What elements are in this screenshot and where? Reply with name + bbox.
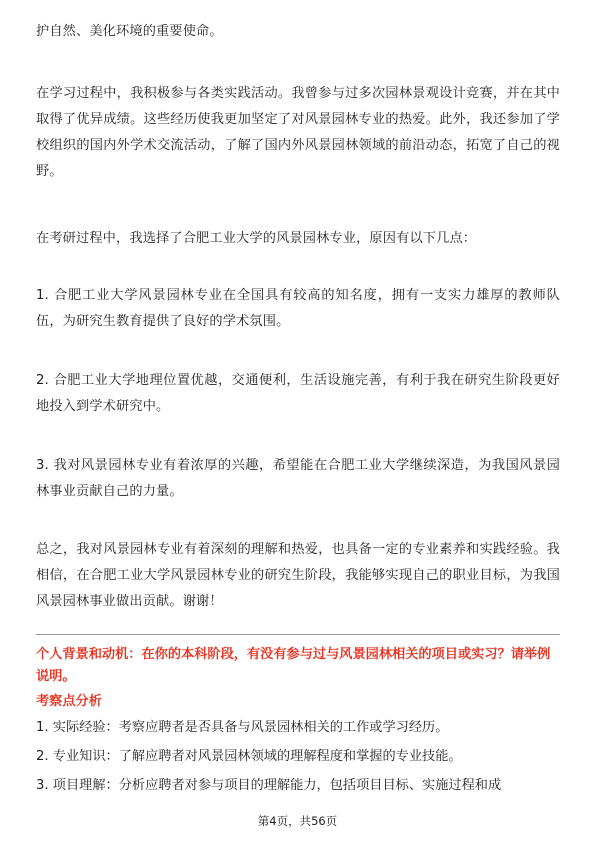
paragraph-practice-activities: 在学习过程中，我积极参与各类实践活动。我曾参与过多次园林景观设计竞赛，并在其中取得了优异成绩。这些经历使我更加坚定了对风景园林专业的热爱。此外，我还参加了学校组织的国内外学术交流活动，了解了国内外风景园林领域的前沿动态，拓宽了自己的视野。 — [36, 86, 560, 179]
paragraph-reason-3: 3. 我对风景园林专业有着浓厚的兴趣，希望能在合肥工业大学继续深造，为我国风景园林事业贡献自己的力量。 — [36, 458, 560, 499]
analysis-item-3: 3. 项目理解：分析应聘者对参与项目的理解能力，包括项目目标、实施过程和成 — [36, 778, 502, 793]
paragraph-reason-1: 1. 合肥工业大学风景园林专业在全国具有较高的知名度，拥有一支实力雄厚的教师队伍，为研究生教育提供了良好的学术氛围。 — [36, 288, 560, 329]
paragraph-intro-continuation: 护自然、美化环境的重要使命。 — [36, 24, 223, 39]
paragraph-reason-2: 2. 合肥工业大学地理位置优越，交通便利，生活设施完善，有利于我在研究生阶段更好地投入到学术研究中。 — [36, 373, 560, 414]
paragraph-conclusion: 总之，我对风景园林专业有着深刻的理解和热爱，也具备一定的专业素养和实践经验。我相信，在合肥工业大学风景园林专业的研究生阶段，我能够实现自己的职业目标，为我国风景园林事业做出贡献。谢谢！ — [36, 542, 560, 609]
analysis-item-2: 2. 专业知识：了解应聘者对风景园林领域的理解程度和掌握的专业技能。 — [36, 749, 462, 764]
interview-question: 个人背景和动机：在你的本科阶段，有没有参与过与风景园林相关的项目或实习？请举例说明。 — [36, 647, 551, 684]
paragraph-reasons-intro: 在考研过程中，我选择了合肥工业大学的风景园林专业，原因有以下几点： — [36, 231, 477, 246]
analysis-title: 考察点分析 — [36, 694, 102, 709]
section-divider — [36, 634, 560, 635]
page-number-footer: 第4页，共56页 — [257, 814, 338, 828]
analysis-item-1: 1. 实际经验：考察应聘者是否具备与风景园林相关的工作或学习经历。 — [36, 720, 449, 735]
